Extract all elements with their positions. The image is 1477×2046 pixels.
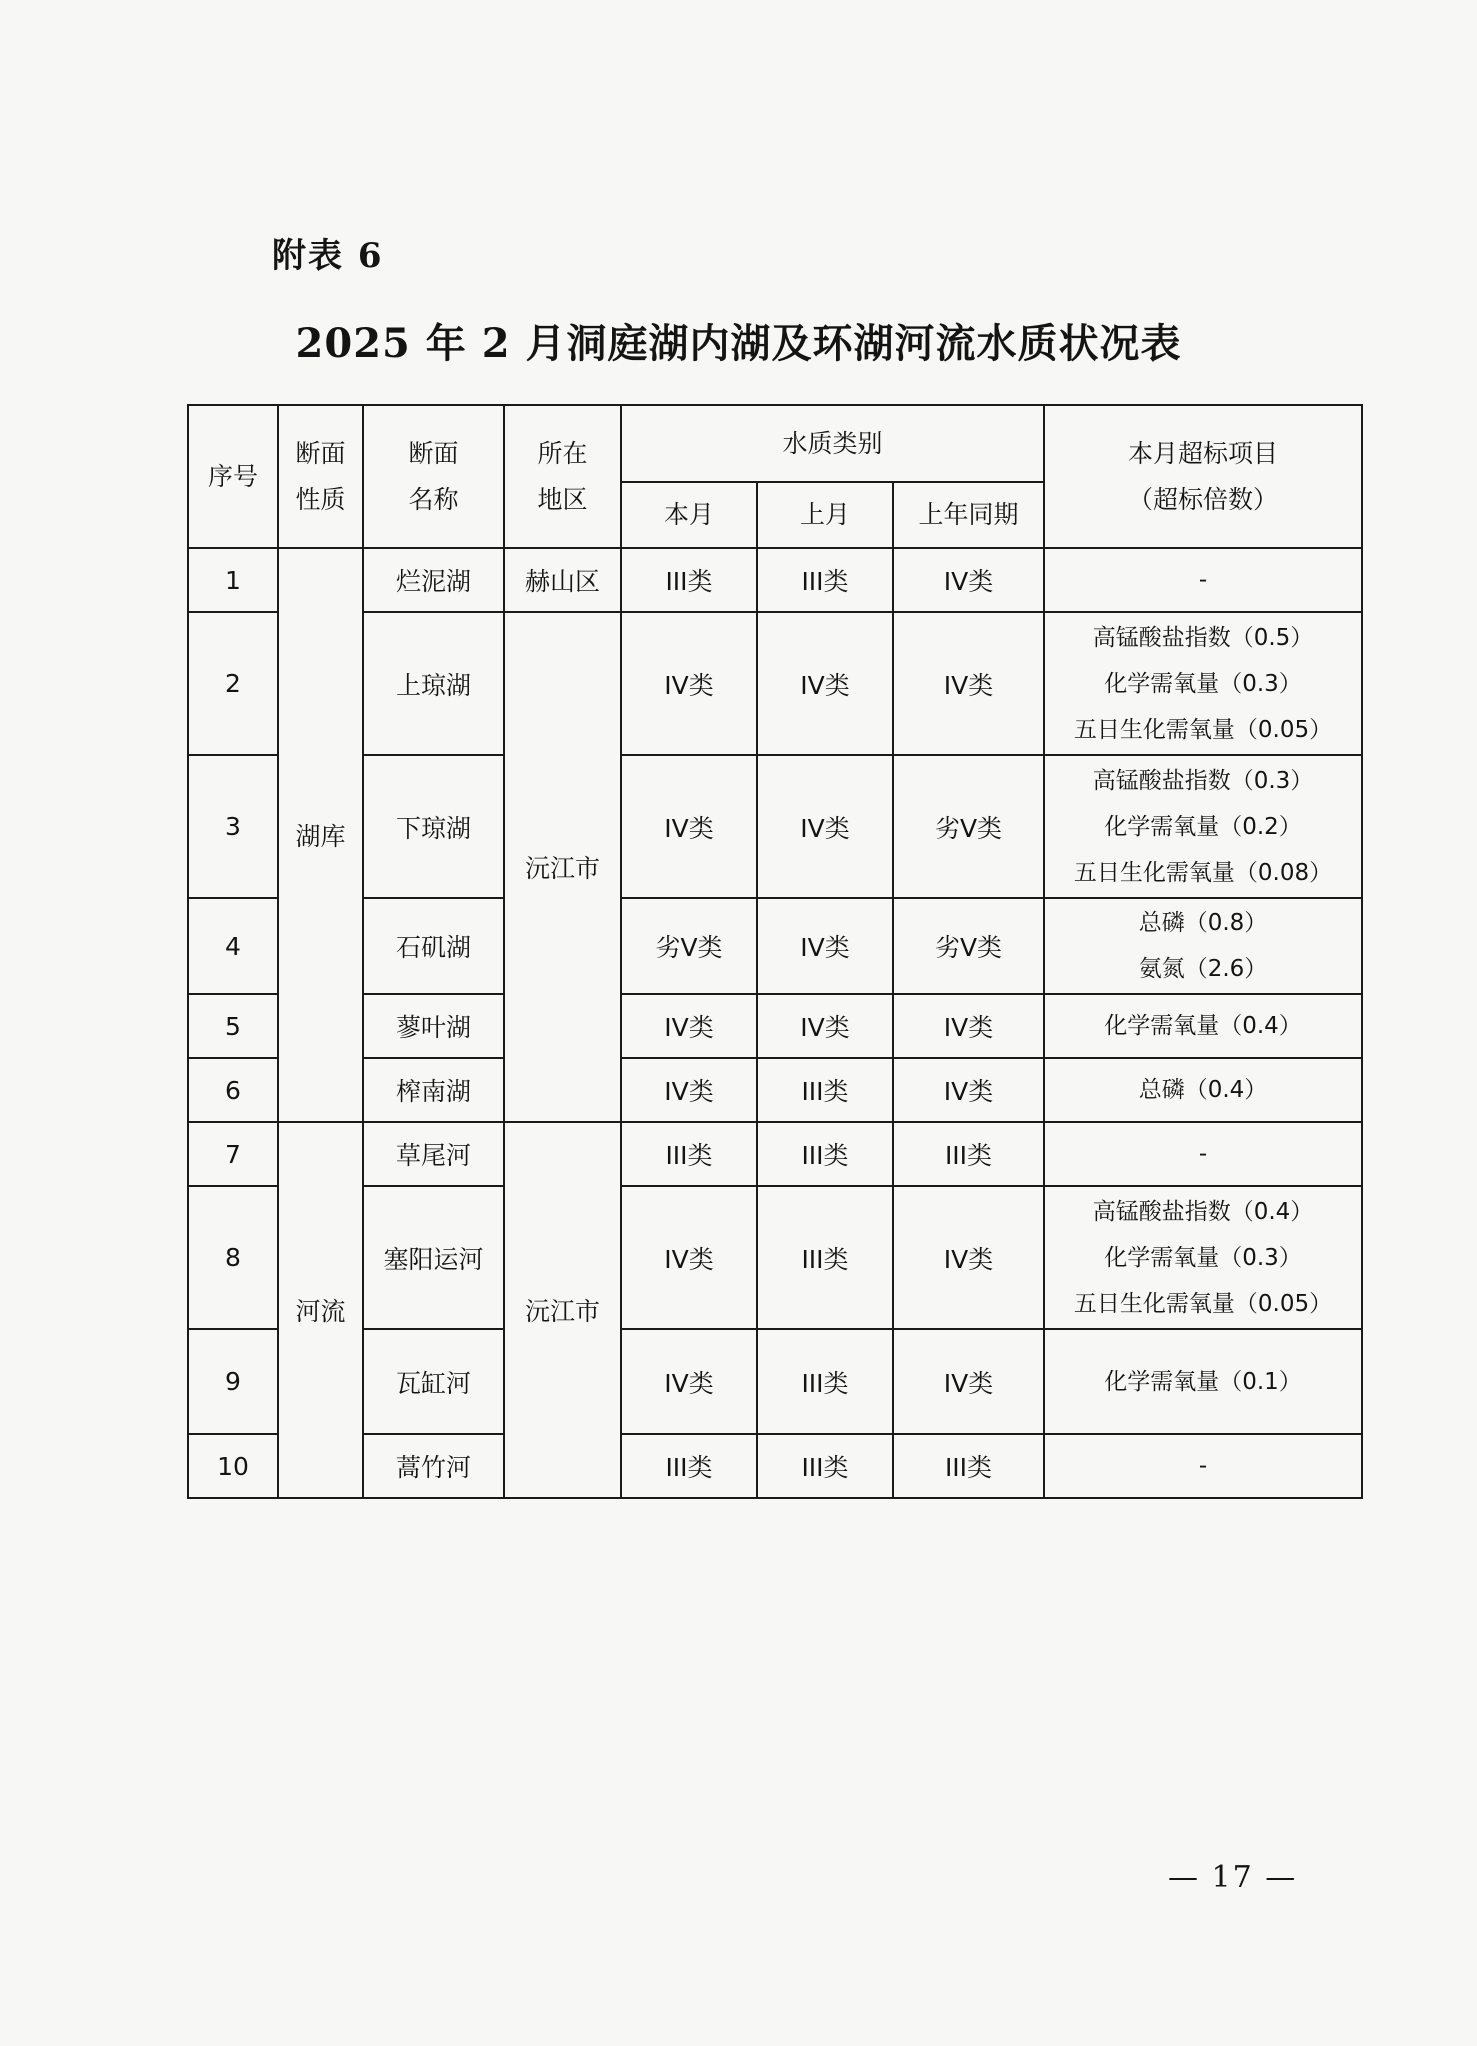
cell-exceed	[1044, 898, 1362, 994]
cell-name: 石矶湖	[363, 898, 504, 994]
cell-region-yuanjiang-rivers: 沅江市	[504, 1122, 621, 1498]
cell-last-month: III类	[757, 1434, 893, 1498]
table-row	[188, 1058, 1362, 1122]
cell-name: 上琼湖	[363, 612, 504, 755]
cell-seq: 5	[188, 994, 278, 1058]
cell-this-month: IV类	[621, 1329, 757, 1434]
cell-name: 蒿竹河	[363, 1434, 504, 1498]
cell-seq: 9	[188, 1329, 278, 1434]
exceed-item: -	[1198, 1453, 1208, 1479]
cell-group-lake: 湖库	[278, 548, 363, 1122]
cell-last-year: IV类	[893, 548, 1044, 612]
exceed-item: 高锰酸盐指数（0.5）	[1092, 624, 1314, 651]
table-row	[188, 1329, 1362, 1434]
header-last-month: 上月	[757, 482, 893, 548]
cell-exceed	[1044, 1434, 1362, 1498]
cell-last-year: IV类	[893, 1186, 1044, 1329]
header-last-year-same: 上年同期	[893, 482, 1044, 548]
header-water-class: 水质类别	[621, 405, 1044, 482]
cell-last-month: III类	[757, 1122, 893, 1186]
header-region-line1: 所在	[537, 438, 588, 468]
table-row	[188, 755, 1362, 898]
exceed-item: 化学需氧量（0.1）	[1104, 1368, 1302, 1395]
cell-last-year: IV类	[893, 994, 1044, 1058]
exceed-item: 五日生化需氧量（0.05）	[1073, 716, 1333, 743]
water-quality-table	[187, 404, 1363, 1499]
cell-exceed	[1044, 1058, 1362, 1122]
header-section-type-line2: 性质	[295, 484, 346, 514]
cell-name: 烂泥湖	[363, 548, 504, 612]
cell-last-month: III类	[757, 1058, 893, 1122]
header-region	[504, 405, 621, 548]
cell-last-month: IV类	[757, 898, 893, 994]
cell-name: 塞阳运河	[363, 1186, 504, 1329]
exceed-item: -	[1198, 1141, 1208, 1167]
cell-last-year: 劣V类	[893, 898, 1044, 994]
exceed-item: 五日生化需氧量（0.05）	[1073, 1290, 1333, 1317]
header-section-name-line2: 名称	[408, 484, 459, 514]
table-row	[188, 994, 1362, 1058]
cell-this-month: III类	[621, 548, 757, 612]
header-exceed-items	[1044, 405, 1362, 548]
cell-seq: 2	[188, 612, 278, 755]
cell-last-month: III类	[757, 1186, 893, 1329]
cell-group-river: 河流	[278, 1122, 363, 1498]
exceed-item: 化学需氧量（0.3）	[1104, 670, 1302, 697]
cell-this-month: IV类	[621, 994, 757, 1058]
exceed-item: 化学需氧量（0.4）	[1104, 1013, 1302, 1039]
cell-seq: 1	[188, 548, 278, 612]
cell-seq: 3	[188, 755, 278, 898]
cell-name: 草尾河	[363, 1122, 504, 1186]
exceed-item: 五日生化需氧量（0.08）	[1073, 859, 1333, 886]
table-header	[188, 405, 1362, 548]
table-body	[188, 548, 1362, 1498]
cell-this-month: IV类	[621, 612, 757, 755]
header-exceed-line1: 本月超标项目	[1128, 438, 1279, 468]
cell-last-year: 劣V类	[893, 755, 1044, 898]
table-row	[188, 1186, 1362, 1329]
cell-this-month: III类	[621, 1434, 757, 1498]
cell-exceed	[1044, 1329, 1362, 1434]
header-section-name	[363, 405, 504, 548]
cell-name: 瓦缸河	[363, 1329, 504, 1434]
table-row	[188, 898, 1362, 994]
header-seq: 序号	[188, 405, 278, 548]
header-this-month: 本月	[621, 482, 757, 548]
cell-this-month: III类	[621, 1122, 757, 1186]
page-number: — 17 —	[1168, 1860, 1298, 1895]
exceed-item: 高锰酸盐指数（0.3）	[1092, 767, 1314, 794]
cell-this-month: IV类	[621, 1058, 757, 1122]
cell-this-month: IV类	[621, 1186, 757, 1329]
header-exceed-line2: （超标倍数）	[1128, 484, 1279, 514]
cell-last-year: IV类	[893, 1329, 1044, 1434]
header-section-type	[278, 405, 363, 548]
exceed-item: 化学需氧量（0.3）	[1104, 1244, 1302, 1271]
cell-last-month: IV类	[757, 994, 893, 1058]
cell-exceed	[1044, 994, 1362, 1058]
cell-name: 下琼湖	[363, 755, 504, 898]
cell-last-month: III类	[757, 548, 893, 612]
table-row	[188, 548, 1362, 612]
header-section-name-line1: 断面	[408, 438, 459, 468]
cell-this-month: 劣V类	[621, 898, 757, 994]
table-row	[188, 612, 1362, 755]
cell-seq: 10	[188, 1434, 278, 1498]
cell-exceed	[1044, 1122, 1362, 1186]
header-region-line2: 地区	[537, 484, 588, 514]
document-title: 2025 年 2 月洞庭湖内湖及环湖河流水质状况表	[295, 320, 1182, 367]
cell-seq: 7	[188, 1122, 278, 1186]
table-row	[188, 1122, 1362, 1186]
cell-exceed	[1044, 548, 1362, 612]
header-section-type-line1: 断面	[295, 438, 346, 468]
cell-region-yuanjiang-lakes: 沅江市	[504, 612, 621, 1122]
cell-region-heshan: 赫山区	[504, 548, 621, 612]
cell-last-year: III类	[893, 1122, 1044, 1186]
exceed-item: -	[1198, 567, 1208, 593]
cell-seq: 6	[188, 1058, 278, 1122]
exceed-item: 化学需氧量（0.2）	[1104, 813, 1302, 840]
appendix-label: 附表 6	[272, 236, 384, 276]
cell-seq: 8	[188, 1186, 278, 1329]
cell-last-year: IV类	[893, 612, 1044, 755]
exceed-item: 总磷（0.8）	[1138, 910, 1268, 936]
cell-name: 蓼叶湖	[363, 994, 504, 1058]
table-row	[188, 1434, 1362, 1498]
cell-last-month: III类	[757, 1329, 893, 1434]
cell-exceed	[1044, 612, 1362, 755]
exceed-item: 总磷（0.4）	[1138, 1077, 1268, 1103]
cell-last-month: IV类	[757, 755, 893, 898]
cell-this-month: IV类	[621, 755, 757, 898]
cell-exceed	[1044, 755, 1362, 898]
cell-last-year: III类	[893, 1434, 1044, 1498]
exceed-item: 氨氮（2.6）	[1138, 956, 1268, 982]
cell-last-year: IV类	[893, 1058, 1044, 1122]
exceed-item: 高锰酸盐指数（0.4）	[1092, 1198, 1314, 1225]
cell-exceed	[1044, 1186, 1362, 1329]
cell-seq: 4	[188, 898, 278, 994]
cell-last-month: IV类	[757, 612, 893, 755]
cell-name: 榨南湖	[363, 1058, 504, 1122]
